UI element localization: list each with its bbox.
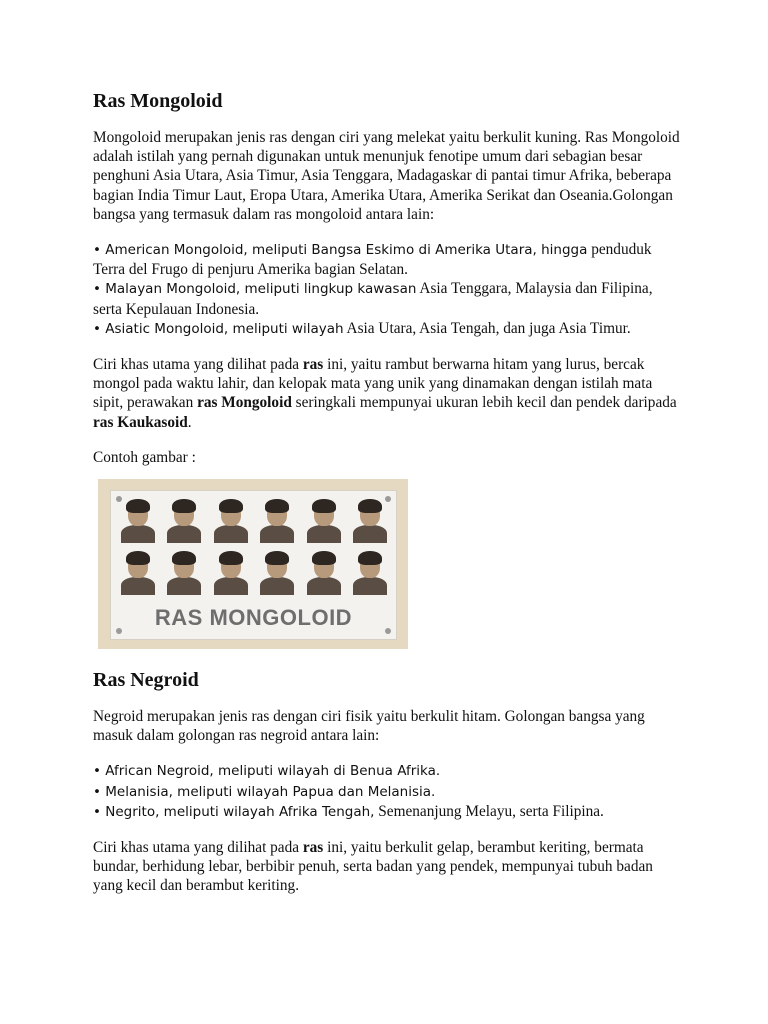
list-item: • American Mongoloid, meliputi Bangsa Eskimo di Amerika Utara, hingga penduduk Terra del Frugo di penjuru Amerika bagian Selatan. <box>93 241 652 279</box>
negroid-description: Ciri khas utama yang dilihat pada ras ini, yaitu berkulit gelap, berambut keriting, bermata bundar, berhidung lebar, berbibir penuh, serta badan yang pendek, mempunyai tubuh badan yang kecil dan berambut keriting. <box>93 839 653 895</box>
document-content <box>93 88 683 912</box>
mongoloid-intro: Mongoloid merupakan jenis ras dengan ciri yang melekat yaitu berkulit kuning. Ras Mongoloid adalah istilah yang pernah digunakan untuk menunjuk fenotipe umum dari sebagian besar penghuni Asia Utara, Asia Timur, Asia Tenggara, Madagaskar di pantai timur Afrika, beberapa bagian India Timur Laut, Eropa Utara, Amerika Utara, Amerika Serikat dan Oseania.Golongan bangsa yang termasuk dalam ras mongoloid antara lain: <box>93 129 680 223</box>
mongoloid-description: Ciri khas utama yang dilihat pada ras ini, yaitu rambut berwarna hitam yang lurus, bercak mongol pada waktu lahir, dan kelopak mata yang unik yang dinamakan dengan istilah mata sipit, perawakan ras Mongoloid seringkali mempunyai ukuran lebih kecil dan pendek daripada ras Kaukasoid. <box>93 356 677 431</box>
list-item: • Melanisia, meliputi wilayah Papua dan Melanisia. <box>93 783 436 800</box>
list-item: • Malayan Mongoloid, meliputi lingkup kawasan Asia Tenggara, Malaysia dan Filipina, serta Kepulauan Indonesia. <box>93 280 653 318</box>
portrait <box>305 499 343 543</box>
list-item: • African Negroid, meliputi wilayah di Benua Afrika. <box>93 763 441 780</box>
negroid-intro: Negroid merupakan jenis ras dengan ciri fisik yaitu berkulit hitam. Golongan bangsa yang masuk dalam golongan ras negroid antara lain: <box>93 708 645 745</box>
portrait <box>119 499 157 543</box>
portrait <box>305 551 343 595</box>
portrait <box>165 499 203 543</box>
portrait <box>212 499 250 543</box>
portrait <box>351 551 389 595</box>
list-item: • Asiatic Mongoloid, meliputi wilayah Asia Utara, Asia Tengah, dan juga Asia Timur. <box>93 319 631 337</box>
image-card <box>110 490 397 640</box>
portrait-grid <box>119 499 389 603</box>
portrait <box>165 551 203 595</box>
portrait <box>258 499 296 543</box>
portrait <box>119 551 157 595</box>
section-title-mongoloid: Ras Mongoloid <box>93 90 223 112</box>
negroid-bullet-list <box>93 761 683 822</box>
mongoloid-image <box>98 479 408 649</box>
example-label: Contoh gambar : <box>93 448 196 466</box>
section-title-negroid: Ras Negroid <box>93 669 199 692</box>
portrait <box>351 499 389 543</box>
portrait <box>212 551 250 595</box>
list-item: • Negrito, meliputi wilayah Afrika Tengah, Semenanjung Melayu, serta Filipina. <box>93 802 604 820</box>
image-caption: RAS MONGOLOID <box>154 605 353 631</box>
mongoloid-bullet-list <box>93 240 683 339</box>
portrait <box>258 551 296 595</box>
